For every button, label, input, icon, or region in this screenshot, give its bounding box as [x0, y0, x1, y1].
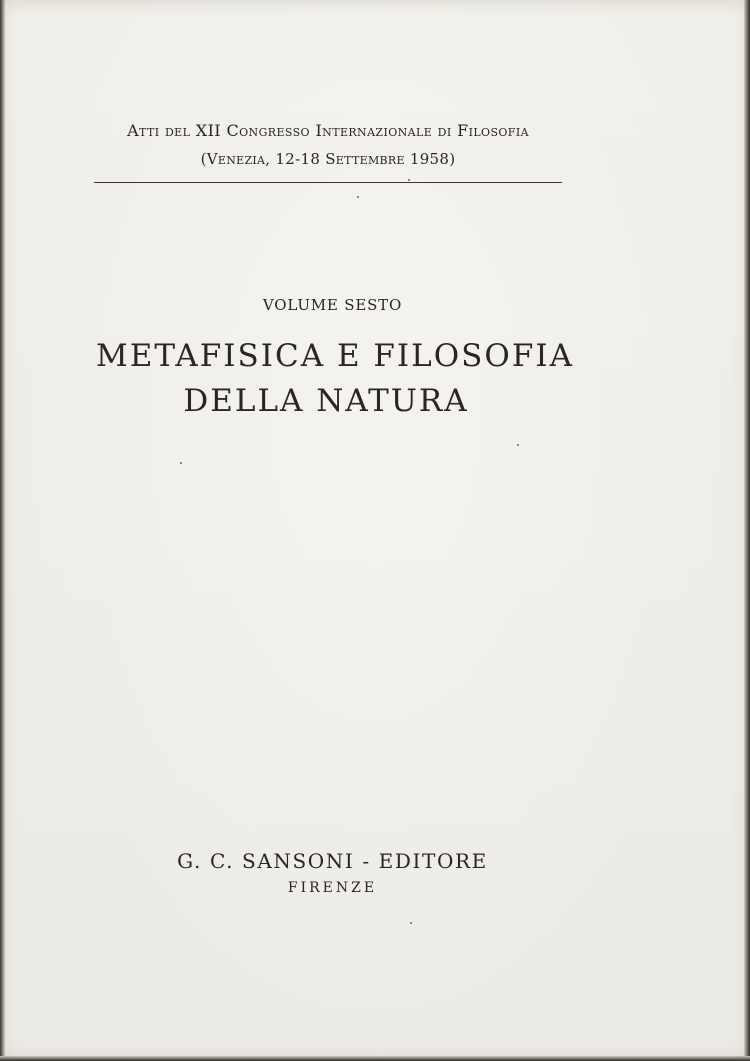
paper-speck: [410, 922, 412, 924]
cover-left-edge: [0, 0, 5, 1061]
congress-dates: (Venezia, 12-18 Settembre 1958): [200, 150, 456, 168]
paper-speck: [180, 462, 182, 464]
cover-right-edge: [744, 0, 750, 1061]
publisher-city: FIRENZE: [287, 880, 378, 896]
header-divider: [94, 182, 562, 183]
paper-speck: [517, 444, 519, 446]
paper-speck: [408, 179, 410, 181]
paper-speck: [357, 196, 359, 198]
book-title-line-2: DELLA NATURA: [183, 383, 469, 419]
publisher-name: G. C. SANSONI - EDITORE: [177, 849, 488, 873]
cover-bottom-edge: [0, 1056, 750, 1061]
series-title: Atti del XII Congresso Internazionale di Filosofia: [127, 121, 529, 140]
book-title-line-1: METAFISICA E FILOSOFIA: [96, 338, 574, 374]
volume-label: VOLUME SESTO: [262, 296, 403, 314]
